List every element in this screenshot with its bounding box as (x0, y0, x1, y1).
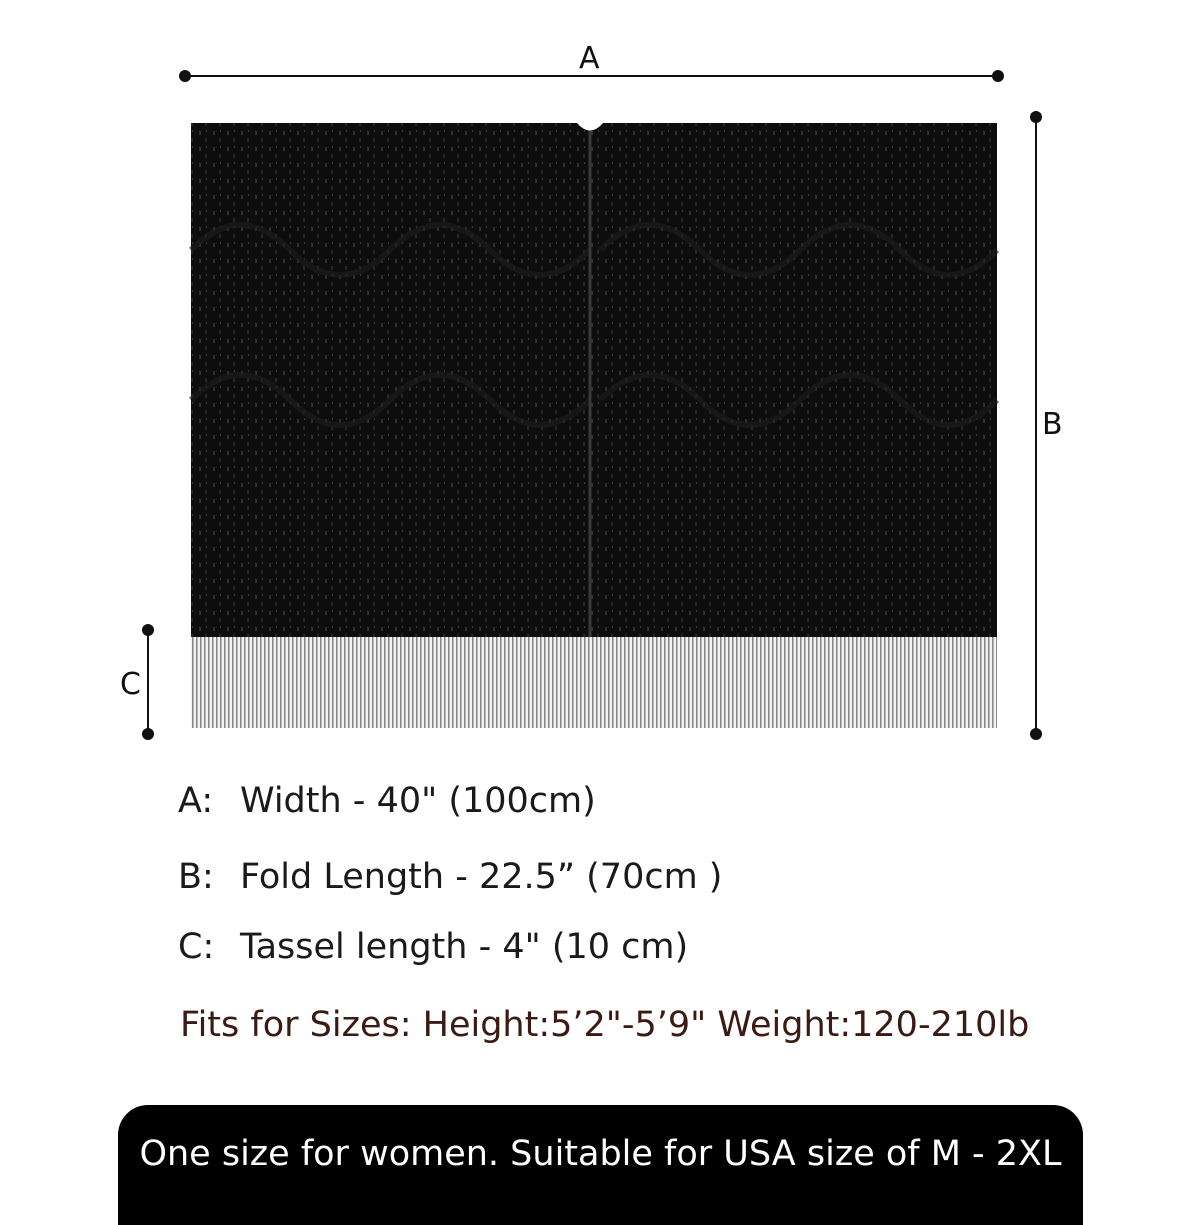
spec-tassel-length-key: C: (178, 927, 215, 967)
size-banner-text: One size for women. Suitable for USA size of M - 2XL (139, 1134, 1062, 1174)
spec-fold-length-text: Fold Length - 22.5” (70cm ) (240, 857, 723, 897)
dimension-b-line (1030, 111, 1042, 740)
spec-tassel-length-text: Tassel length - 4" (10 cm) (240, 927, 689, 967)
spec-width (178, 781, 596, 821)
spec-width-key: A: (178, 781, 214, 821)
spec-fold-length-key: B: (178, 857, 214, 897)
spec-fold-length (178, 857, 723, 897)
shawl-fabric (191, 123, 997, 637)
size-banner (118, 1105, 1083, 1225)
spec-width-text: Width - 40" (100cm) (240, 781, 596, 821)
spec-tassel-length (178, 927, 689, 967)
shawl-fringe (191, 637, 997, 728)
dimension-b-label: B (1042, 407, 1063, 442)
dimension-c-line (142, 624, 154, 740)
fits-sizes-text: Fits for Sizes: Height:5’2"-5’9" Weight:120-210lb (180, 1005, 1030, 1045)
dimension-a-label: A (579, 41, 600, 76)
dimension-c-label: C (120, 667, 141, 702)
